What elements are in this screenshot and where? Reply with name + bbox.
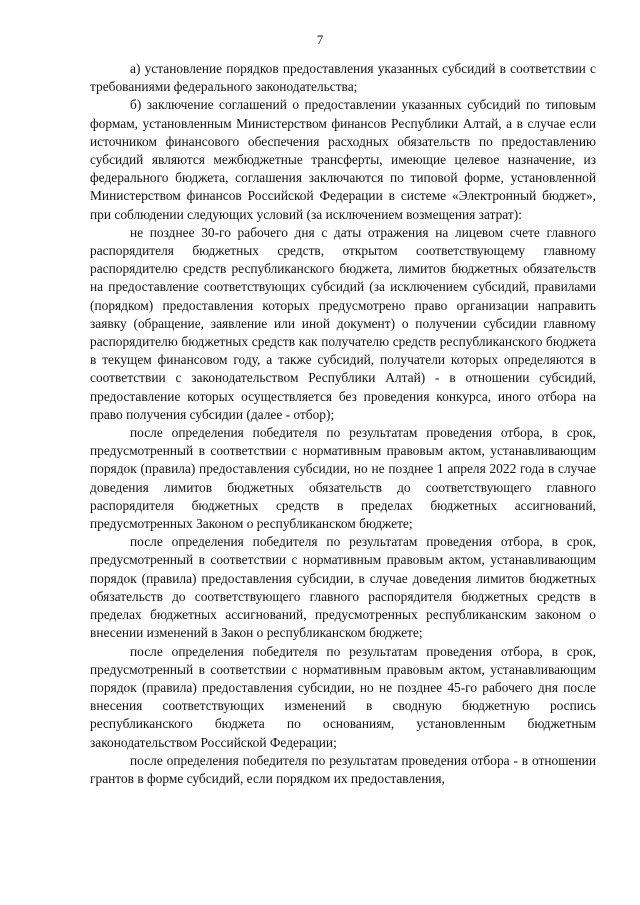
paragraph-condition-30-day: не позднее 30-го рабочего дня с даты отражения на лицевом счете главного распорядителя бюджетных средств, открытом соответствующему главному распорядителю средств республиканского бюджета, лимитов бюджетных обязательств на предоставление соответствующих субсидий (за исключением субсидий, правилами (порядком) предоставления которых предусмотрено право организации направить заявку (обращение, заявление или иной документ) о получении субсидии главному распорядителю бюджетных средств как получателю средств республиканского бюджета в текущем финансовом году, а также субсидий, получатели которых определяются в соответствии с законодательством Республики Алтай) - в отношении субсидий, предоставление которых осуществляется без проведения конкурса, иного отбора на право получения субсидии (далее - отбор); [90,224,596,422]
paragraph-item-b: б) заключение соглашений о предоставлении указанных субсидий по типовым формам, установленным Министерством финансов Республики Алтай, а в случае если источником финансового обеспечения расходных обязательств по предоставлению субсидий являются межбюджетные трансферты, имеющие целевое назначение, из федерального бюджета, соглашения заключаются по типовой форме, установленной Министерством финансов Российской Федерации в системе «Электронный бюджет», при соблюдении следующих условий (за исключением возмещения затрат): [90,97,596,222]
document-body [90,60,596,788]
page-number: 7 [316,32,324,47]
paragraph-item-a: а) установление порядков предоставления указанных субсидий в соответствии с требованиями федерального законодательства; [90,61,596,95]
paragraph-condition-grants: после определения победителя по результатам проведения отбора - в отношении грантов в форме субсидий, если порядком их предоставления, [90,752,596,786]
paragraph-condition-budget-amendment: после определения победителя по результатам проведения отбора, в срок, предусмотренный в соответствии с нормативным правовым актом, устанавливающим порядок (правила) предоставления субсидии, в случае доведения лимитов бюджетных обязательств до соответствующего главного распорядителя бюджетных средств в пределах бюджетных ассигнований, предусмотренных республиканским законом о внесении изменений в Закон о республиканском бюджете; [90,534,596,641]
paragraph-condition-april-deadline: после определения победителя по результатам проведения отбора, в срок, предусмотренный в соответствии с нормативным правовым актом, устанавливающим порядок (правила) предоставления субсидии, но не позднее 1 апреля 2022 года в случае доведения лимитов бюджетных обязательств до соответствующего главного распорядителя бюджетных средств в пределах бюджетных ассигнований, предусмотренных Законом о республиканском бюджете; [90,425,596,532]
paragraph-condition-45-day: после определения победителя по результатам проведения отбора, в срок, предусмотренный в соответствии с нормативным правовым актом, устанавливающим порядок (правила) предоставления субсидии, но не позднее 45-го рабочего дня после внесения соответствующих изменений в сводную бюджетную роспись республиканского бюджета по основаниям, установленным бюджетным законодательством Российской Федерации; [90,643,596,750]
